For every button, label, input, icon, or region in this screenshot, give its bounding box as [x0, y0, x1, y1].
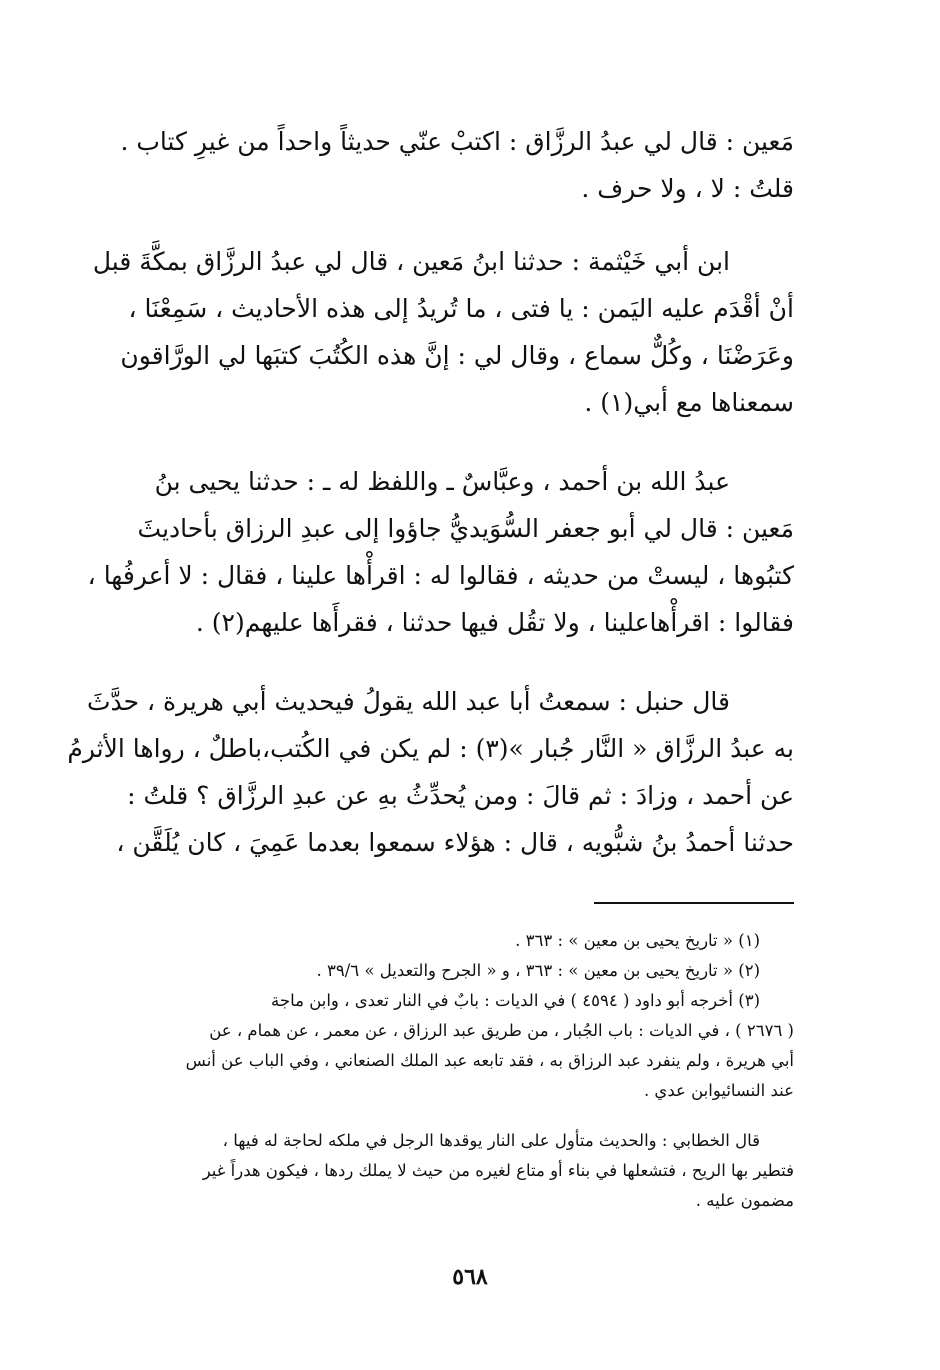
footnote-line: قال الخطابي : والحديث متأول على النار يوقدها الرجل في ملكه لحاجة له فيها ،: [222, 1131, 760, 1150]
page-number: ٥٦٨: [452, 1264, 488, 1290]
footnote-line: (٢) « تاريخ يحيى بن معين » : ٣٦٣ ، و « الجرح والتعديل » ٣٩/٦ .: [316, 961, 760, 980]
paragraph-3: [87, 458, 794, 646]
footnote-line: (٣) أخرجه أبو داود ( ٤٥٩٤ ) في الديات : بابٌ في النار تعدى ، وابن ماجة: [271, 991, 760, 1010]
paragraph-line: فقالوا : اقرأْهاعلينا ، ولا تقُل فيها حدثنا ، فقرأَها عليهم(٢) .: [195, 608, 794, 637]
paragraph-line: قال حنبل : سمعتُ أبا عبد الله يقولُ فيحديث أبي هريرة ، حدَّثَ: [86, 687, 730, 716]
footnote-line: فتطير بها الريح ، فتشعلها في بناء أو متاع لغيره من حيث لا يملك ردها ، فيكون هدراً غير: [202, 1161, 794, 1180]
paragraph-line: مَعين : قال لي عبدُ الرزَّاق : اكتبْ عنّي حديثاً واحداً من غيرِ كتاب .: [120, 127, 794, 156]
paragraph-1: [120, 118, 794, 212]
paragraph-line: وعَرَضْنَا ، وكُلٌّ سماع ، وقال لي : إنَّ هذه الكُتُبَ كتبَها لي الورَّاقون: [120, 341, 794, 370]
paragraph-line: أنْ أقْدَم عليه اليَمن : يا فتى ، ما تُريدُ إلى هذه الأحاديث ، سَمِعْنَا ،: [128, 294, 794, 323]
paragraph-4: [67, 678, 794, 866]
paragraph-line: كتبُوها ، ليستْ من حديثه ، فقالوا له : اقرأْها علينا ، فقال : لا أعرفُها ،: [87, 561, 794, 590]
paragraph-line: قلتُ : لا ، ولا حرف .: [581, 174, 794, 203]
footnote-continued: [128, 1126, 794, 1216]
footnote-separator: [594, 902, 794, 904]
paragraph-line: مَعين : قال لي أبو جعفر السُّوَيديُّ جاؤوا إلى عبدِ الرزاق بأحاديثَ: [137, 514, 794, 543]
footnote-line: ( ٢٦٧٦ ) ، في الديات : باب الجُبار ، من طريق عبد الرزاق ، عن معمر ، عن همام ، عن: [209, 1021, 794, 1040]
paragraph-line: سمعناها مع أبي(١) .: [584, 388, 794, 417]
footnote-line: عند النسائيوابن عدي .: [643, 1081, 794, 1100]
paragraph-line: به عبدُ الرزَّاق « النَّار جُبار »(٣) : لم يكن في الكُتب،باطلٌ ، رواها الأثرمُ: [67, 734, 794, 763]
footnote-line: أبي هريرة ، ولم ينفرد عبد الرزاق به ، فقد تابعه عبد الملك الصنعاني ، وفي الباب عن أنس: [185, 1051, 794, 1070]
paragraph-2: [92, 238, 794, 426]
footnote-line: (١) « تاريخ يحيى بن معين » : ٣٦٣ .: [515, 931, 760, 950]
paragraph-line: ابن أبي خَيْثمة : حدثنا ابنُ مَعين ، قال لي عبدُ الرزَّاق بمكَّةَ قبل: [92, 247, 730, 276]
footnote-line: مضمون عليه .: [695, 1191, 794, 1210]
paragraph-line: عن أحمد ، وزادَ : ثم قالَ : ومن يُحدِّثُ بهِ عن عبدِ الرزَّاق ؟ قلتُ :: [127, 781, 794, 810]
paragraph-line: حدثنا أحمدُ بنُ شبُّويه ، قال : هؤلاء سمعوا بعدما عَمِيَ ، كان يُلَقَّن ،: [116, 828, 794, 857]
footnotes: [128, 926, 794, 1106]
paragraph-line: عبدُ الله بن أحمد ، وعبَّاسٌ ـ واللفظ له ـ : حدثنا يحيى بنُ: [154, 467, 730, 496]
